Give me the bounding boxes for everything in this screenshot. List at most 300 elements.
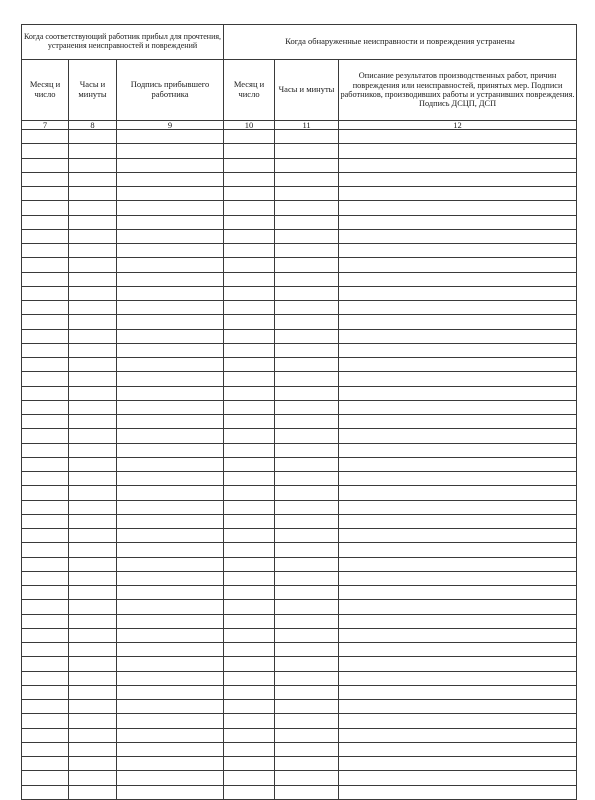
- journal-entry-cell[interactable]: [224, 557, 275, 571]
- journal-entry-cell[interactable]: [275, 315, 339, 329]
- journal-entry-cell[interactable]: [275, 429, 339, 443]
- journal-entry-cell[interactable]: [117, 685, 224, 699]
- journal-entry-cell[interactable]: [22, 358, 69, 372]
- journal-entry-cell[interactable]: [117, 628, 224, 642]
- journal-entry-cell[interactable]: [224, 529, 275, 543]
- journal-entry-cell[interactable]: [117, 600, 224, 614]
- journal-entry-cell[interactable]: [69, 429, 117, 443]
- journal-entry-cell[interactable]: [224, 657, 275, 671]
- journal-entry-cell[interactable]: [275, 415, 339, 429]
- journal-entry-cell[interactable]: [22, 757, 69, 771]
- journal-entry-cell[interactable]: [339, 400, 577, 414]
- journal-entry-cell[interactable]: [275, 571, 339, 585]
- journal-entry-cell[interactable]: [339, 244, 577, 258]
- journal-entry-cell[interactable]: [224, 486, 275, 500]
- journal-entry-cell[interactable]: [339, 229, 577, 243]
- journal-entry-cell[interactable]: [22, 415, 69, 429]
- column-header-arrival-signature: Подпись прибывшего работника: [117, 60, 224, 121]
- journal-entry-row: [22, 443, 577, 457]
- journal-entry-cell[interactable]: [117, 700, 224, 714]
- journal-entry-cell[interactable]: [224, 614, 275, 628]
- journal-entry-cell[interactable]: [22, 400, 69, 414]
- journal-entry-cell[interactable]: [22, 286, 69, 300]
- journal-entry-cell[interactable]: [69, 457, 117, 471]
- journal-entry-cell[interactable]: [275, 301, 339, 315]
- journal-entry-cell[interactable]: [339, 315, 577, 329]
- journal-entry-cell[interactable]: [224, 628, 275, 642]
- journal-entry-cell[interactable]: [69, 614, 117, 628]
- journal-entry-cell[interactable]: [275, 671, 339, 685]
- journal-entry-row: [22, 700, 577, 714]
- journal-entry-cell[interactable]: [22, 671, 69, 685]
- journal-entry-cell[interactable]: [224, 643, 275, 657]
- journal-entry-cell[interactable]: [117, 158, 224, 172]
- journal-entry-cell[interactable]: [224, 415, 275, 429]
- journal-entry-cell[interactable]: [224, 286, 275, 300]
- journal-entry-cell[interactable]: [117, 457, 224, 471]
- journal-entry-cell[interactable]: [69, 201, 117, 215]
- journal-entry-cell[interactable]: [117, 529, 224, 543]
- journal-entry-cell[interactable]: [275, 158, 339, 172]
- journal-entry-cell[interactable]: [69, 258, 117, 272]
- journal-entry-cell[interactable]: [22, 215, 69, 229]
- journal-entry-cell[interactable]: [117, 386, 224, 400]
- journal-entry-cell[interactable]: [224, 700, 275, 714]
- journal-entry-cell[interactable]: [117, 614, 224, 628]
- journal-entry-cell[interactable]: [22, 643, 69, 657]
- journal-entry-cell[interactable]: [339, 600, 577, 614]
- journal-entry-cell[interactable]: [22, 472, 69, 486]
- journal-entry-cell[interactable]: [275, 329, 339, 343]
- journal-entry-cell[interactable]: [22, 571, 69, 585]
- journal-entry-cell[interactable]: [69, 500, 117, 514]
- journal-entry-cell[interactable]: [224, 258, 275, 272]
- journal-entry-cell[interactable]: [117, 343, 224, 357]
- journal-entry-cell[interactable]: [22, 486, 69, 500]
- journal-entry-cell[interactable]: [224, 272, 275, 286]
- journal-entry-cell[interactable]: [224, 372, 275, 386]
- journal-entry-cell[interactable]: [224, 244, 275, 258]
- journal-entry-cell[interactable]: [69, 728, 117, 742]
- journal-entry-row: [22, 785, 577, 799]
- journal-entry-cell[interactable]: [117, 643, 224, 657]
- journal-entry-cell[interactable]: [275, 172, 339, 186]
- journal-entry-cell[interactable]: [22, 272, 69, 286]
- journal-entry-cell[interactable]: [117, 372, 224, 386]
- journal-entry-row: [22, 272, 577, 286]
- journal-entry-cell[interactable]: [117, 272, 224, 286]
- journal-entry-row: [22, 486, 577, 500]
- journal-entry-cell[interactable]: [22, 600, 69, 614]
- journal-entry-cell[interactable]: [117, 757, 224, 771]
- journal-entry-cell[interactable]: [69, 628, 117, 642]
- journal-entry-cell[interactable]: [339, 728, 577, 742]
- journal-entry-cell[interactable]: [117, 215, 224, 229]
- journal-entry-cell[interactable]: [224, 315, 275, 329]
- journal-entry-cell[interactable]: [275, 757, 339, 771]
- journal-entry-cell[interactable]: [22, 529, 69, 543]
- journal-entry-cell[interactable]: [69, 301, 117, 315]
- journal-entry-cell[interactable]: [339, 130, 577, 144]
- journal-entry-cell[interactable]: [117, 244, 224, 258]
- journal-entry-cell[interactable]: [339, 415, 577, 429]
- journal-entry-cell[interactable]: [275, 244, 339, 258]
- journal-entry-cell[interactable]: [117, 258, 224, 272]
- journal-entry-cell[interactable]: [339, 586, 577, 600]
- journal-entry-cell[interactable]: [224, 386, 275, 400]
- journal-entry-cell[interactable]: [339, 671, 577, 685]
- journal-entry-cell[interactable]: [224, 229, 275, 243]
- journal-entry-cell[interactable]: [339, 657, 577, 671]
- column-number: 7: [22, 121, 69, 130]
- journal-entry-cell[interactable]: [117, 443, 224, 457]
- journal-entry-cell[interactable]: [117, 187, 224, 201]
- journal-entry-cell[interactable]: [22, 201, 69, 215]
- journal-entry-cell[interactable]: [339, 628, 577, 642]
- journal-entry-row: [22, 244, 577, 258]
- group-header-fixed: Когда обнаруженные неисправности и повреждения устранены: [224, 25, 577, 60]
- journal-entry-cell[interactable]: [117, 500, 224, 514]
- journal-entry-cell[interactable]: [224, 301, 275, 315]
- journal-entry-cell[interactable]: [22, 244, 69, 258]
- journal-entry-cell[interactable]: [22, 457, 69, 471]
- journal-entry-cell[interactable]: [69, 472, 117, 486]
- journal-entry-cell[interactable]: [117, 586, 224, 600]
- journal-entry-cell[interactable]: [117, 486, 224, 500]
- journal-entry-cell[interactable]: [117, 728, 224, 742]
- journal-entry-cell[interactable]: [224, 443, 275, 457]
- journal-entry-cell[interactable]: [22, 500, 69, 514]
- journal-entry-cell[interactable]: [275, 229, 339, 243]
- journal-entry-cell[interactable]: [339, 614, 577, 628]
- column-header-description: Описание результатов производственных работ, причин повреждения или неисправностей, принятых мер. Подписи работников, производивших работы и устранивших повреждения. Подпись ДСЦП, ДСП: [339, 60, 577, 121]
- journal-entry-cell[interactable]: [275, 201, 339, 215]
- journal-entry-cell[interactable]: [275, 386, 339, 400]
- journal-entry-cell[interactable]: [339, 700, 577, 714]
- journal-entry-cell[interactable]: [69, 785, 117, 799]
- journal-entry-cell[interactable]: [22, 315, 69, 329]
- journal-entry-cell[interactable]: [69, 714, 117, 728]
- journal-entry-cell[interactable]: [224, 671, 275, 685]
- journal-entry-cell[interactable]: [22, 586, 69, 600]
- journal-entry-cell[interactable]: [224, 457, 275, 471]
- journal-entry-cell[interactable]: [22, 543, 69, 557]
- journal-entry-cell[interactable]: [117, 229, 224, 243]
- journal-entry-cell[interactable]: [117, 557, 224, 571]
- journal-entry-cell[interactable]: [224, 771, 275, 785]
- journal-entry-cell[interactable]: [117, 571, 224, 585]
- journal-entry-cell[interactable]: [224, 600, 275, 614]
- journal-entry-cell[interactable]: [275, 600, 339, 614]
- journal-entry-cell[interactable]: [69, 742, 117, 756]
- journal-entry-row: [22, 201, 577, 215]
- journal-entry-cell[interactable]: [22, 172, 69, 186]
- journal-entry-cell[interactable]: [69, 600, 117, 614]
- journal-entry-cell[interactable]: [275, 130, 339, 144]
- journal-entry-cell[interactable]: [22, 771, 69, 785]
- journal-entry-cell[interactable]: [22, 343, 69, 357]
- journal-entry-cell[interactable]: [224, 429, 275, 443]
- journal-entry-cell[interactable]: [69, 671, 117, 685]
- journal-entry-cell[interactable]: [117, 130, 224, 144]
- journal-entry-cell[interactable]: [69, 415, 117, 429]
- journal-entry-cell[interactable]: [69, 272, 117, 286]
- journal-entry-cell[interactable]: [224, 358, 275, 372]
- journal-entry-cell[interactable]: [339, 757, 577, 771]
- journal-entry-cell[interactable]: [69, 187, 117, 201]
- journal-entry-cell[interactable]: [22, 785, 69, 799]
- journal-entry-cell[interactable]: [22, 685, 69, 699]
- journal-entry-cell[interactable]: [275, 272, 339, 286]
- journal-entry-cell[interactable]: [224, 514, 275, 528]
- journal-entry-cell[interactable]: [22, 301, 69, 315]
- journal-entry-cell[interactable]: [117, 543, 224, 557]
- journal-entry-cell[interactable]: [339, 685, 577, 699]
- journal-entry-cell[interactable]: [339, 158, 577, 172]
- journal-entry-cell[interactable]: [339, 557, 577, 571]
- journal-entry-cell[interactable]: [69, 144, 117, 158]
- journal-entry-cell[interactable]: [117, 400, 224, 414]
- journal-entry-row: [22, 329, 577, 343]
- journal-entry-cell[interactable]: [69, 286, 117, 300]
- journal-entry-cell[interactable]: [275, 657, 339, 671]
- journal-entry-row: [22, 500, 577, 514]
- journal-entry-cell[interactable]: [275, 500, 339, 514]
- journal-entry-cell[interactable]: [69, 757, 117, 771]
- journal-entry-cell[interactable]: [339, 172, 577, 186]
- journal-entry-cell[interactable]: [339, 343, 577, 357]
- journal-entry-cell[interactable]: [117, 429, 224, 443]
- journal-entry-cell[interactable]: [339, 457, 577, 471]
- journal-entry-cell[interactable]: [117, 286, 224, 300]
- journal-entry-cell[interactable]: [224, 172, 275, 186]
- journal-entry-cell[interactable]: [339, 472, 577, 486]
- journal-entry-cell[interactable]: [22, 144, 69, 158]
- journal-entry-cell[interactable]: [117, 514, 224, 528]
- journal-entry-cell[interactable]: [339, 329, 577, 343]
- journal-entry-cell[interactable]: [339, 358, 577, 372]
- journal-entry-row: [22, 529, 577, 543]
- journal-entry-cell[interactable]: [69, 315, 117, 329]
- journal-entry-cell[interactable]: [339, 187, 577, 201]
- journal-entry-cell[interactable]: [69, 358, 117, 372]
- journal-entry-cell[interactable]: [339, 571, 577, 585]
- journal-entry-cell[interactable]: [22, 329, 69, 343]
- journal-entry-cell[interactable]: [117, 315, 224, 329]
- journal-entry-cell[interactable]: [339, 543, 577, 557]
- journal-entry-cell[interactable]: [22, 514, 69, 528]
- journal-entry-cell[interactable]: [224, 130, 275, 144]
- journal-entry-cell[interactable]: [275, 187, 339, 201]
- journal-entry-cell[interactable]: [117, 301, 224, 315]
- journal-entry-cell[interactable]: [22, 429, 69, 443]
- journal-entry-cell[interactable]: [22, 657, 69, 671]
- journal-entry-cell[interactable]: [224, 215, 275, 229]
- journal-entry-cell[interactable]: [22, 557, 69, 571]
- journal-entry-cell[interactable]: [339, 301, 577, 315]
- journal-entry-cell[interactable]: [69, 514, 117, 528]
- journal-entry-cell[interactable]: [275, 628, 339, 642]
- journal-entry-cell[interactable]: [22, 372, 69, 386]
- journal-entry-cell[interactable]: [275, 543, 339, 557]
- journal-entry-cell[interactable]: [69, 400, 117, 414]
- journal-entry-cell[interactable]: [69, 443, 117, 457]
- journal-entry-cell[interactable]: [117, 415, 224, 429]
- journal-entry-cell[interactable]: [117, 657, 224, 671]
- journal-entry-cell[interactable]: [22, 628, 69, 642]
- journal-entry-cell[interactable]: [69, 130, 117, 144]
- journal-entry-cell[interactable]: [224, 728, 275, 742]
- journal-entry-cell[interactable]: [69, 529, 117, 543]
- journal-entry-cell[interactable]: [22, 443, 69, 457]
- journal-entry-cell[interactable]: [275, 514, 339, 528]
- journal-entry-cell[interactable]: [275, 742, 339, 756]
- journal-entry-cell[interactable]: [117, 144, 224, 158]
- journal-entry-cell[interactable]: [275, 472, 339, 486]
- journal-entry-cell[interactable]: [275, 486, 339, 500]
- journal-entry-cell[interactable]: [117, 742, 224, 756]
- journal-entry-cell[interactable]: [339, 500, 577, 514]
- journal-entry-cell[interactable]: [339, 443, 577, 457]
- journal-entry-row: [22, 657, 577, 671]
- journal-entry-cell[interactable]: [69, 229, 117, 243]
- journal-entry-cell[interactable]: [339, 372, 577, 386]
- journal-entry-cell[interactable]: [22, 386, 69, 400]
- journal-entry-cell[interactable]: [275, 643, 339, 657]
- journal-entry-cell[interactable]: [69, 771, 117, 785]
- journal-entry-cell[interactable]: [69, 700, 117, 714]
- journal-entry-cell[interactable]: [117, 771, 224, 785]
- journal-entry-cell[interactable]: [224, 329, 275, 343]
- journal-entry-cell[interactable]: [224, 785, 275, 799]
- journal-entry-cell[interactable]: [275, 400, 339, 414]
- journal-entry-cell[interactable]: [69, 486, 117, 500]
- journal-entry-cell[interactable]: [339, 201, 577, 215]
- journal-entry-cell[interactable]: [339, 258, 577, 272]
- journal-entry-cell[interactable]: [224, 158, 275, 172]
- journal-entry-cell[interactable]: [69, 158, 117, 172]
- journal-entry-cell[interactable]: [224, 343, 275, 357]
- journal-entry-cell[interactable]: [339, 215, 577, 229]
- journal-entry-cell[interactable]: [69, 685, 117, 699]
- journal-entry-cell[interactable]: [339, 742, 577, 756]
- journal-entry-cell[interactable]: [22, 700, 69, 714]
- journal-entry-cell[interactable]: [117, 329, 224, 343]
- journal-entry-cell[interactable]: [69, 657, 117, 671]
- journal-entry-cell[interactable]: [69, 386, 117, 400]
- journal-entry-cell[interactable]: [275, 286, 339, 300]
- journal-entry-cell[interactable]: [275, 557, 339, 571]
- journal-entry-cell[interactable]: [117, 785, 224, 799]
- journal-entry-cell[interactable]: [117, 201, 224, 215]
- journal-entry-cell[interactable]: [69, 372, 117, 386]
- journal-entry-row: [22, 229, 577, 243]
- journal-entry-cell[interactable]: [275, 215, 339, 229]
- journal-entry-cell[interactable]: [69, 543, 117, 557]
- journal-entry-cell[interactable]: [339, 386, 577, 400]
- journal-entry-cell[interactable]: [69, 586, 117, 600]
- journal-entry-cell[interactable]: [275, 457, 339, 471]
- journal-entry-cell[interactable]: [69, 557, 117, 571]
- journal-entry-cell[interactable]: [339, 144, 577, 158]
- journal-entry-row: [22, 671, 577, 685]
- journal-entry-cell[interactable]: [224, 201, 275, 215]
- journal-entry-cell[interactable]: [339, 272, 577, 286]
- journal-entry-cell[interactable]: [69, 329, 117, 343]
- journal-entry-row: [22, 415, 577, 429]
- journal-entry-cell[interactable]: [224, 472, 275, 486]
- journal-entry-cell[interactable]: [275, 785, 339, 799]
- journal-entry-cell[interactable]: [275, 372, 339, 386]
- journal-entry-cell[interactable]: [224, 685, 275, 699]
- journal-entry-cell[interactable]: [117, 172, 224, 186]
- journal-entry-cell[interactable]: [69, 244, 117, 258]
- journal-entry-cell[interactable]: [275, 443, 339, 457]
- journal-entry-cell[interactable]: [275, 258, 339, 272]
- journal-entry-cell[interactable]: [224, 543, 275, 557]
- journal-entry-cell[interactable]: [275, 700, 339, 714]
- journal-entry-cell[interactable]: [22, 229, 69, 243]
- journal-entry-cell[interactable]: [224, 500, 275, 514]
- journal-entry-cell[interactable]: [339, 643, 577, 657]
- journal-entry-cell[interactable]: [224, 757, 275, 771]
- journal-entry-cell[interactable]: [339, 486, 577, 500]
- journal-entry-cell[interactable]: [275, 343, 339, 357]
- journal-entry-cell[interactable]: [22, 614, 69, 628]
- journal-entry-cell[interactable]: [275, 586, 339, 600]
- journal-entry-cell[interactable]: [22, 742, 69, 756]
- journal-entry-cell[interactable]: [224, 714, 275, 728]
- journal-entry-cell[interactable]: [339, 514, 577, 528]
- journal-entry-cell[interactable]: [339, 529, 577, 543]
- journal-entry-cell[interactable]: [224, 400, 275, 414]
- journal-entry-cell[interactable]: [275, 685, 339, 699]
- journal-entry-cell[interactable]: [224, 586, 275, 600]
- journal-entry-cell[interactable]: [339, 785, 577, 799]
- journal-entry-cell[interactable]: [69, 571, 117, 585]
- journal-entry-cell[interactable]: [117, 472, 224, 486]
- journal-entry-cell[interactable]: [69, 343, 117, 357]
- journal-entry-cell[interactable]: [22, 130, 69, 144]
- journal-entry-cell[interactable]: [117, 671, 224, 685]
- journal-entry-cell[interactable]: [339, 286, 577, 300]
- journal-entry-cell[interactable]: [224, 144, 275, 158]
- journal-entry-cell[interactable]: [69, 643, 117, 657]
- journal-entry-cell[interactable]: [275, 714, 339, 728]
- journal-entry-cell[interactable]: [275, 771, 339, 785]
- journal-entry-cell[interactable]: [22, 258, 69, 272]
- journal-entry-cell[interactable]: [275, 728, 339, 742]
- journal-entry-cell[interactable]: [69, 215, 117, 229]
- journal-entry-cell[interactable]: [22, 728, 69, 742]
- journal-entry-cell[interactable]: [117, 358, 224, 372]
- journal-entry-cell[interactable]: [22, 714, 69, 728]
- journal-entry-cell[interactable]: [275, 614, 339, 628]
- journal-entry-cell[interactable]: [275, 529, 339, 543]
- journal-entry-cell[interactable]: [69, 172, 117, 186]
- journal-entry-cell[interactable]: [339, 771, 577, 785]
- journal-entry-cell[interactable]: [275, 358, 339, 372]
- journal-entry-cell[interactable]: [275, 144, 339, 158]
- journal-entry-cell[interactable]: [117, 714, 224, 728]
- journal-entry-cell[interactable]: [224, 742, 275, 756]
- journal-entry-cell[interactable]: [22, 158, 69, 172]
- journal-entry-cell[interactable]: [339, 429, 577, 443]
- journal-entry-cell[interactable]: [339, 714, 577, 728]
- journal-entry-cell[interactable]: [22, 187, 69, 201]
- journal-entry-cell[interactable]: [224, 187, 275, 201]
- journal-entry-cell[interactable]: [224, 571, 275, 585]
